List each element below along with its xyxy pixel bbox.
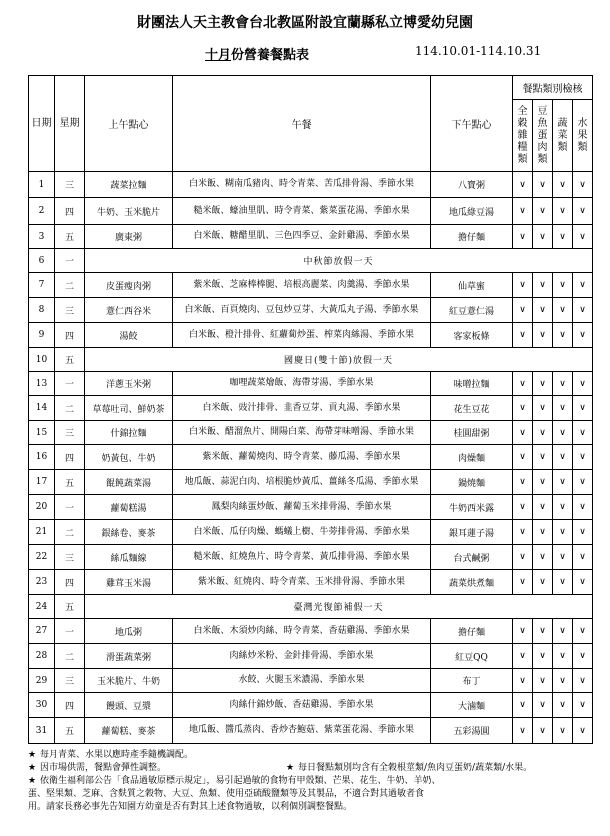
am-snack-cell: 皮蛋瘦肉粥 [85, 273, 173, 298]
check-mark: ∨ [533, 619, 553, 644]
check-mark: ∨ [573, 172, 593, 198]
weekday-cell: 二 [55, 396, 85, 421]
check-mark: ∨ [533, 421, 553, 445]
check-mark: ∨ [553, 520, 573, 545]
check-mark: ∨ [533, 520, 553, 545]
note-1: ★ 每月青菜、水果以應時產季隨機調配。 [28, 750, 194, 760]
check-mark: ∨ [513, 495, 533, 520]
pm-snack-cell: 布丁 [431, 669, 513, 693]
weekday-cell: 一 [55, 495, 85, 520]
check-mark: ∨ [513, 421, 533, 445]
check-mark: ∨ [573, 421, 593, 445]
weekday-cell: 三 [55, 669, 85, 693]
lunch-cell: 肉絲炒米粉、金針排骨湯、季節水果 [173, 644, 431, 669]
date-cell: 16 [29, 445, 55, 470]
date-cell: 20 [29, 495, 55, 520]
menu-row [29, 396, 593, 421]
check-mark: ∨ [513, 225, 533, 249]
pm-snack-cell: 五彩湯圓 [431, 718, 513, 744]
check-mark: ∨ [573, 693, 593, 718]
menu-row [29, 669, 593, 693]
menu-row [29, 225, 593, 249]
lunch-cell: 白米飯、橙汁排骨、紅蘿蔔炒蛋、榨菜肉絲湯、季節水果 [173, 323, 431, 348]
check-mark: ∨ [553, 570, 573, 595]
pm-snack-cell: 花生豆花 [431, 396, 513, 421]
weekday-cell: 三 [55, 172, 85, 198]
lunch-cell: 白米飯、木須炒肉絲、時令青菜、香菇雞湯、季節水果 [173, 619, 431, 644]
check-mark: ∨ [553, 718, 573, 744]
check-mark: ∨ [513, 273, 533, 298]
am-snack-cell: 奶黃包、牛奶 [85, 445, 173, 470]
date-cell: 27 [29, 619, 55, 644]
menu-row [29, 644, 593, 669]
pm-snack-cell: 擔仔麵 [431, 619, 513, 644]
check-mark: ∨ [573, 545, 593, 570]
date-cell: 23 [29, 570, 55, 595]
check-mark: ∨ [553, 545, 573, 570]
am-snack-cell: 蘿蔔糕、麥茶 [85, 718, 173, 744]
check-mark: ∨ [573, 225, 593, 249]
lunch-cell: 鳳梨肉絲蛋炒飯、蘿蔔玉米排骨湯、季節水果 [173, 495, 431, 520]
check-mark: ∨ [553, 470, 573, 495]
am-snack-cell: 洋蔥玉米粥 [85, 372, 173, 396]
menu-row [29, 323, 593, 348]
header-am-snack: 上午點心 [85, 76, 173, 172]
check-mark: ∨ [553, 323, 573, 348]
star-icon: ★ [28, 750, 37, 760]
check-mark: ∨ [513, 298, 533, 323]
date-cell: 17 [29, 470, 55, 495]
date-cell: 22 [29, 545, 55, 570]
lunch-cell: 白米飯、糊南瓜豬肉、時令青菜、苦瓜排骨湯、季節水果 [173, 172, 431, 198]
date-cell: 31 [29, 718, 55, 744]
check-mark: ∨ [513, 718, 533, 744]
weekday-cell: 二 [55, 520, 85, 545]
check-mark: ∨ [513, 198, 533, 225]
pm-snack-cell: 仙草蜜 [431, 273, 513, 298]
menu-row [29, 372, 593, 396]
weekday-cell: 二 [55, 273, 85, 298]
date-cell: 6 [29, 249, 55, 273]
check-mark: ∨ [533, 545, 553, 570]
check-mark: ∨ [553, 421, 573, 445]
header-check-group: 餐點類別檢核 [513, 76, 593, 100]
star-icon: ★ [28, 763, 37, 773]
menu-row [29, 470, 593, 495]
date-cell: 9 [29, 323, 55, 348]
lunch-cell: 地瓜飯、醬瓜蒸肉、香炒杏鮑菇、紫菜蛋花湯、季節水果 [173, 718, 431, 744]
check-mark: ∨ [513, 470, 533, 495]
weekday-cell: 一 [55, 249, 85, 273]
date-cell: 2 [29, 198, 55, 225]
lunch-cell: 地瓜飯、蒜泥白肉、培根脆炒黃瓜、薑絲冬瓜湯、季節水果 [173, 470, 431, 495]
page-subtitle [205, 44, 309, 63]
lunch-cell: 白米飯、百頁燒肉、豆包炒豆芽、大黃瓜丸子湯、季節水果 [173, 298, 431, 323]
check-mark: ∨ [513, 445, 533, 470]
menu-row [29, 570, 593, 595]
holiday-row [29, 348, 593, 372]
holiday-row [29, 595, 593, 619]
am-snack-cell: 滑蛋蔬菜粥 [85, 644, 173, 669]
check-mark: ∨ [573, 470, 593, 495]
menu-body [29, 172, 593, 744]
lunch-cell: 白米飯、豉汁排骨、韭香豆芽、貢丸湯、季節水果 [173, 396, 431, 421]
check-mark: ∨ [513, 570, 533, 595]
check-mark: ∨ [553, 396, 573, 421]
check-mark: ∨ [553, 372, 573, 396]
menu-row [29, 273, 593, 298]
lunch-cell: 紫米飯、芝麻棒棒腿、培根高麗菜、肉羹湯、季節水果 [173, 273, 431, 298]
check-mark: ∨ [533, 718, 553, 744]
check-mark: ∨ [573, 718, 593, 744]
lunch-cell: 白米飯、醋溜魚片、開陽白菜、海帶芽味噌湯、季節水果 [173, 421, 431, 445]
lunch-cell: 白米飯、糖醋里肌、三色四季豆、金針雞湯、季節水果 [173, 225, 431, 249]
lunch-cell: 紫米飯、紅燒肉、時令青菜、玉米排骨湯、季節水果 [173, 570, 431, 595]
am-snack-cell: 蔬菜拉麵 [85, 172, 173, 198]
pm-snack-cell: 客家板條 [431, 323, 513, 348]
check-mark: ∨ [573, 298, 593, 323]
check-mark: ∨ [533, 372, 553, 396]
holiday-cell: 國慶日(雙十節)放假一天 [85, 348, 593, 372]
check-mark: ∨ [573, 619, 593, 644]
weekday-cell: 五 [55, 718, 85, 744]
check-mark: ∨ [533, 693, 553, 718]
date-cell: 1 [29, 172, 55, 198]
holiday-cell: 中秋節放假一天 [85, 249, 593, 273]
header-vegetables: 蔬菜類 [553, 100, 573, 172]
am-snack-cell: 餛飩蔬菜湯 [85, 470, 173, 495]
weekday-cell: 四 [55, 693, 85, 718]
header-pm-snack: 下午點心 [431, 76, 513, 172]
menu-table [28, 75, 593, 744]
pm-snack-cell: 牛奶西米露 [431, 495, 513, 520]
pm-snack-cell: 桂圓甜粥 [431, 421, 513, 445]
check-mark: ∨ [553, 619, 573, 644]
am-snack-cell: 什錦拉麵 [85, 421, 173, 445]
pm-snack-cell: 鍋燒麵 [431, 470, 513, 495]
date-cell: 3 [29, 225, 55, 249]
menu-row [29, 693, 593, 718]
pm-snack-cell: 台式鹹粥 [431, 545, 513, 570]
footer-notes [28, 749, 592, 814]
am-snack-cell: 草莓吐司、鮮奶茶 [85, 396, 173, 421]
subtitle-month: 十月 [205, 48, 232, 63]
menu-row [29, 298, 593, 323]
weekday-cell: 一 [55, 619, 85, 644]
check-mark: ∨ [553, 669, 573, 693]
menu-row [29, 421, 593, 445]
header-weekday: 星期 [55, 76, 85, 172]
menu-row [29, 520, 593, 545]
check-mark: ∨ [513, 669, 533, 693]
weekday-cell: 一 [55, 372, 85, 396]
weekday-cell: 四 [55, 570, 85, 595]
pm-snack-cell: 味噌拉麵 [431, 372, 513, 396]
check-mark: ∨ [573, 445, 593, 470]
pm-snack-cell: 八寶粥 [431, 172, 513, 198]
page-title: 財團法人天主教會台北教區附設宜蘭縣私立博愛幼兒園 [137, 15, 473, 31]
check-mark: ∨ [513, 172, 533, 198]
check-mark: ∨ [533, 323, 553, 348]
check-mark: ∨ [533, 225, 553, 249]
date-cell: 15 [29, 421, 55, 445]
weekday-cell: 四 [55, 445, 85, 470]
check-mark: ∨ [573, 372, 593, 396]
period-range: 114.10.01-114.10.31 [415, 44, 542, 58]
pm-snack-cell: 銀耳蓮子湯 [431, 520, 513, 545]
menu-row [29, 619, 593, 644]
pm-snack-cell: 紅豆薏仁湯 [431, 298, 513, 323]
note-3: ★ 依衛生福利部公告「食品過敏原標示規定」，易引起過敏的食物有甲殼類、芒果、花生、牛奶、羊奶、 [28, 776, 441, 786]
date-cell: 28 [29, 644, 55, 669]
note-4: 蛋、堅果類、芝麻、含麩質之穀物、大豆、魚類、使用亞硫酸鹽類等及其製品，不適合對其過敏者食 [28, 789, 425, 799]
menu-row [29, 445, 593, 470]
lunch-cell: 糙米飯、紅燒魚片、時令青菜、黃瓜排骨湯、季節水果 [173, 545, 431, 570]
check-mark: ∨ [513, 644, 533, 669]
check-mark: ∨ [553, 273, 573, 298]
check-mark: ∨ [573, 495, 593, 520]
check-mark: ∨ [553, 225, 573, 249]
weekday-cell: 三 [55, 545, 85, 570]
check-mark: ∨ [533, 495, 553, 520]
check-mark: ∨ [553, 198, 573, 225]
am-snack-cell: 玉米脆片、牛奶 [85, 669, 173, 693]
check-mark: ∨ [553, 644, 573, 669]
weekday-cell: 五 [55, 225, 85, 249]
pm-snack-cell: 肉燥麵 [431, 445, 513, 470]
pm-snack-cell: 擔仔麵 [431, 225, 513, 249]
check-mark: ∨ [533, 396, 553, 421]
check-mark: ∨ [573, 198, 593, 225]
check-mark: ∨ [553, 172, 573, 198]
header-protein: 豆魚蛋肉類 [533, 100, 553, 172]
check-mark: ∨ [573, 570, 593, 595]
check-mark: ∨ [533, 172, 553, 198]
check-mark: ∨ [573, 669, 593, 693]
am-snack-cell: 絲瓜麵線 [85, 545, 173, 570]
date-cell: 21 [29, 520, 55, 545]
check-mark: ∨ [513, 323, 533, 348]
note-2: ★ 因市場供需，餐點會彈性調整。 ★ 每日餐點類別均含有全穀根莖類/魚肉豆蛋奶/蔬菜類/水果。 [28, 763, 533, 773]
check-mark: ∨ [573, 644, 593, 669]
weekday-cell: 三 [55, 421, 85, 445]
am-snack-cell: 雞茸玉米湯 [85, 570, 173, 595]
weekday-cell: 二 [55, 644, 85, 669]
holiday-row [29, 249, 593, 273]
weekday-cell: 五 [55, 348, 85, 372]
weekday-cell: 三 [55, 298, 85, 323]
check-mark: ∨ [513, 545, 533, 570]
date-cell: 24 [29, 595, 55, 619]
weekday-cell: 四 [55, 323, 85, 348]
check-mark: ∨ [553, 298, 573, 323]
check-mark: ∨ [553, 693, 573, 718]
check-mark: ∨ [573, 273, 593, 298]
subtitle-text: 份營養餐點表 [231, 48, 310, 63]
header-fruits: 水果類 [573, 100, 593, 172]
menu-row [29, 495, 593, 520]
pm-snack-cell: 大滷麵 [431, 693, 513, 718]
header-lunch: 午餐 [173, 76, 431, 172]
weekday-cell: 五 [55, 470, 85, 495]
check-mark: ∨ [533, 198, 553, 225]
check-mark: ∨ [533, 298, 553, 323]
check-mark: ∨ [533, 644, 553, 669]
pm-snack-cell: 蔬菜烘煮麵 [431, 570, 513, 595]
date-cell: 8 [29, 298, 55, 323]
check-mark: ∨ [533, 570, 553, 595]
lunch-cell: 糙米飯、蠔油里肌、時令青菜、紫菜蛋花湯、季節水果 [173, 198, 431, 225]
lunch-cell: 水餃、火腿玉米濃湯、季節水果 [173, 669, 431, 693]
menu-row [29, 718, 593, 744]
am-snack-cell: 地瓜粥 [85, 619, 173, 644]
am-snack-cell: 廣東粥 [85, 225, 173, 249]
menu-row [29, 172, 593, 198]
lunch-cell: 咖哩蔬菜燴飯、海帶芽湯、季節水果 [173, 372, 431, 396]
holiday-cell: 臺灣光復節補假一天 [85, 595, 593, 619]
pm-snack-cell: 紅豆QQ [431, 644, 513, 669]
check-mark: ∨ [573, 323, 593, 348]
date-cell: 14 [29, 396, 55, 421]
am-snack-cell: 牛奶、玉米脆片 [85, 198, 173, 225]
star-icon: ★ [286, 763, 295, 773]
am-snack-cell: 饅頭、豆漿 [85, 693, 173, 718]
am-snack-cell: 湯餃 [85, 323, 173, 348]
star-icon: ★ [28, 776, 37, 786]
check-mark: ∨ [533, 669, 553, 693]
am-snack-cell: 銀絲卷、麥茶 [85, 520, 173, 545]
weekday-cell: 五 [55, 595, 85, 619]
am-snack-cell: 薏仁西谷米 [85, 298, 173, 323]
header-grains: 全穀雜糧類 [513, 100, 533, 172]
menu-row [29, 545, 593, 570]
header-date: 日期 [29, 76, 55, 172]
weekday-cell: 四 [55, 198, 85, 225]
check-mark: ∨ [533, 470, 553, 495]
check-mark: ∨ [533, 445, 553, 470]
check-mark: ∨ [513, 396, 533, 421]
date-cell: 7 [29, 273, 55, 298]
check-mark: ∨ [553, 495, 573, 520]
menu-row [29, 198, 593, 225]
check-mark: ∨ [533, 273, 553, 298]
lunch-cell: 肉絲什錦炒飯、香菇雞湯、季節水果 [173, 693, 431, 718]
date-cell: 29 [29, 669, 55, 693]
date-cell: 10 [29, 348, 55, 372]
date-cell: 13 [29, 372, 55, 396]
check-mark: ∨ [513, 520, 533, 545]
am-snack-cell: 蘿蔔糕湯 [85, 495, 173, 520]
check-mark: ∨ [573, 520, 593, 545]
check-mark: ∨ [573, 396, 593, 421]
lunch-cell: 白米飯、瓜仔肉燥、螞蟻上樹、牛蒡排骨湯、季節水果 [173, 520, 431, 545]
date-cell: 30 [29, 693, 55, 718]
note-5: 用。請家長務必事先告知園方幼童是否有對其上述食物過敏，以利個別調整餐點。 [28, 802, 353, 812]
check-mark: ∨ [553, 445, 573, 470]
check-mark: ∨ [513, 619, 533, 644]
check-mark: ∨ [513, 693, 533, 718]
pm-snack-cell: 地瓜綠豆湯 [431, 198, 513, 225]
lunch-cell: 紫米飯、蘿蔔燒肉、時令青菜、藤瓜湯、季節水果 [173, 445, 431, 470]
check-mark: ∨ [513, 372, 533, 396]
